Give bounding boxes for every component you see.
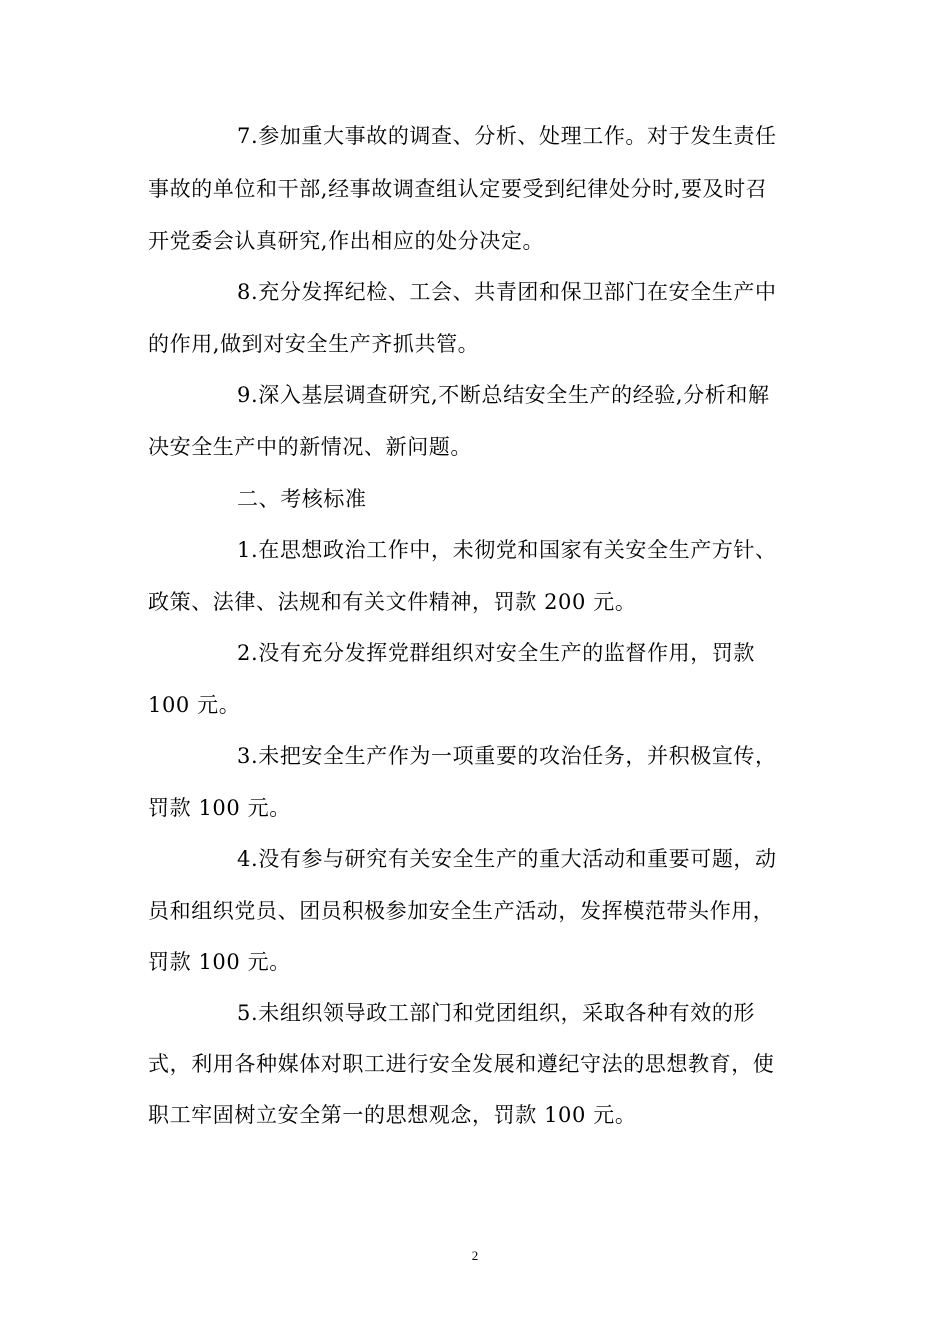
standard-4-line-1: 4.没有参与研究有关安全生产的重大活动和重要可题，动 xyxy=(237,847,777,871)
paragraph-7-line-2: 事故的单位和干部,经事故调查组认定要受到纪律处分时,要及时召 xyxy=(148,177,768,201)
paragraph-9-line-1: 9.深入基层调查研究,不断总结安全生产的经验,分析和解 xyxy=(237,383,770,407)
paragraph-7-line-3: 开党委会认真研究,作出相应的处分决定。 xyxy=(148,229,545,253)
standard-4-line-2: 员和组织党员、团员积极参加安全生产活动，发挥模范带头作用， xyxy=(148,899,775,923)
paragraph-8-line-2: 的作用,做到对安全生产齐抓共管。 xyxy=(148,332,480,356)
standard-5-line-2: 式，利用各种媒体对职工进行安全发展和遵纪守法的思想教育，使 xyxy=(148,1052,775,1076)
section-heading: 二、考核标准 xyxy=(237,487,367,511)
standard-5-line-1: 5.未组织领导政工部门和党团组织，采取各种有效的形 xyxy=(237,1001,756,1025)
standard-1-line-2: 政策、法律、法规和有关文件精神，罚款 200 元。 xyxy=(148,590,637,614)
standard-2-line-2: 100 元。 xyxy=(148,693,241,717)
standard-2-line-1: 2.没有充分发挥党群组织对安全生产的监督作用，罚款 xyxy=(237,641,756,665)
standard-4-line-3: 罚款 100 元。 xyxy=(148,950,291,974)
page-number: 2 xyxy=(471,1248,479,1263)
standard-3-line-1: 3.未把安全生产作为一项重要的攻治任务，并积极宣传， xyxy=(237,744,777,768)
standard-3-line-2: 罚款 100 元。 xyxy=(148,796,291,820)
paragraph-8-line-1: 8.充分发挥纪检、工会、共青团和保卫部门在安全生产中 xyxy=(237,280,777,304)
standard-5-line-3: 职工牢固树立安全第一的思想观念，罚款 100 元。 xyxy=(148,1103,637,1127)
paragraph-7-line-1: 7.参加重大事故的调查、分析、处理工作。对于发生责任 xyxy=(237,124,777,148)
standard-1-line-1: 1.在思想政治工作中，未彻党和国家有关安全生产方针、 xyxy=(237,538,777,562)
paragraph-9-line-2: 决安全生产中的新情况、新问题。 xyxy=(148,435,472,459)
